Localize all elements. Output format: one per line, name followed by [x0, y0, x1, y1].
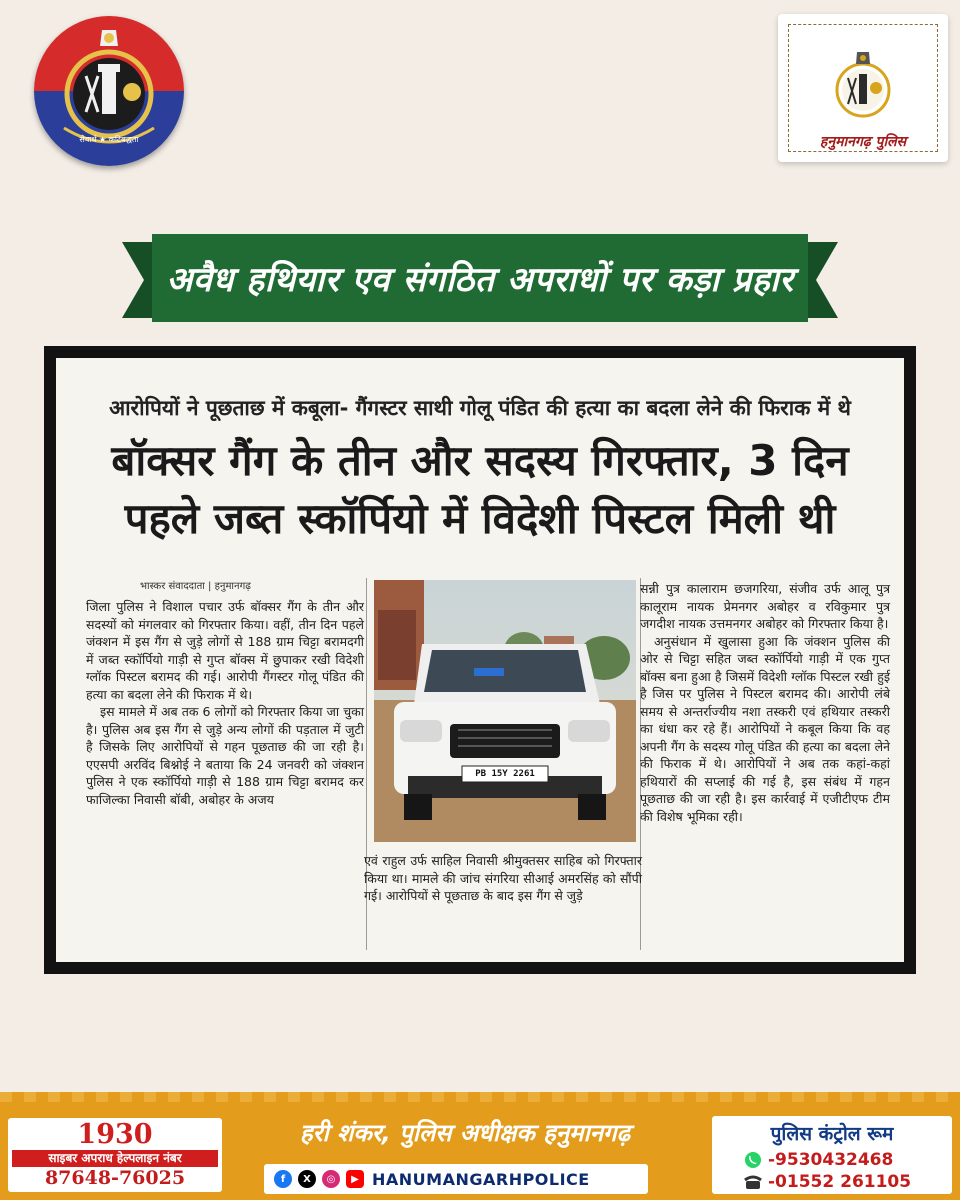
column-1-paragraph-2: इस मामले में अब तक 6 लोगों को गिरफ्तार किया जा चुका है। पुलिस अब इस गैंग से जुड़े अन्य लोगों की पड़ताल में जुटी है जिसके लिए आरोपियों से गहन पूछताछ की जा रही है। एएसपी अरविंद बिश्नोई ने बताया कि 24 जनवरी को जंक्शन पुलिस ने एक स्कॉर्पियो गाड़ी से 188 ग्राम चिट्टा बरामद कर फाजिल्का निवासी बॉबी, अबोहर के अजय — [86, 704, 364, 807]
footer-stripe — [0, 1092, 960, 1102]
control-whatsapp-number[interactable]: -9530432468 — [768, 1150, 894, 1170]
banner-title: अवैध हथियार एव संगठित अपराधों पर कड़ा प्रहार — [166, 260, 794, 300]
facebook-icon[interactable]: f — [274, 1170, 292, 1188]
article-headline — [76, 432, 884, 548]
helpline-phone[interactable]: 87648-76025 — [44, 1167, 186, 1189]
column-1-paragraph-1: जिला पुलिस ने विशाल पचार उर्फ बॉक्सर गैंग के तीन और सदस्यों को मंगलवार को गिरफ्तार किया। वहीं, तीन दिन पहले जंक्शन में इस गैंग से जुड़े लोगों से 188 ग्राम चिट्टा बरामदगी में जब्त स्कॉर्पियो गाड़ी से गुप्त बॉक्स में छुपाकर रखी विदेशी ग्लॉक पिस्टल बरामद की गई। आरोपी गैंगस्टर गोलू पंडित की हत्या का बदला लेने की फिराक में थे। — [86, 599, 364, 702]
district-emblem-icon — [778, 14, 948, 132]
article-column-1 — [86, 598, 364, 808]
control-phone-row[interactable] — [744, 1172, 911, 1192]
article-kicker: आरोपियों ने पूछताछ में कबूला- गैंगस्टर साथी गोलू पंडित की हत्या का बदला लेने की फिराक में थे — [109, 396, 851, 420]
social-handle[interactable]: HANUMANGARHPOLICE — [372, 1169, 590, 1189]
column-2-paragraph-1: एवं राहुल उर्फ साहिल निवासी श्रीमुक्तसर साहिब को गिरफ्तार किया था। मामले की जांच संगरिया सीआई अमरसिंह को सौंपी गई। आरोपियों से पूछताछ के बाद इस गैंग से जुड़े — [364, 853, 642, 903]
article-photo-scorpio — [374, 580, 636, 842]
control-phone-number[interactable]: -01552 261105 — [768, 1172, 912, 1192]
control-whatsapp-row[interactable] — [744, 1150, 893, 1170]
article-column-2 — [364, 852, 642, 905]
rajasthan-police-logo — [34, 16, 184, 166]
headline-line-2: पहले जब्त स्कॉर्पियो में विदेशी पिस्टल मिली थी — [124, 494, 836, 543]
helpline-label: साइबर अपराध हेल्पलाइन नंबर — [12, 1150, 218, 1167]
column-3-paragraph-1: सन्नी पुत्र कालाराम छजगरिया, संजीव उर्फ आलू पुत्र कालूराम नायक प्रेमनगर अबोहर व रविकुमार पुत्र जगदीश नायक उत्तमनगर अबोहर को गिरफ्तार किया है। — [640, 581, 890, 631]
number-plate: PB 15Y 2261 — [475, 769, 535, 779]
newspaper-clipping — [44, 346, 916, 974]
headline-line-1: बॉक्सर गैंग के तीन और सदस्य गिरफ्तार, 3 दिन — [111, 436, 849, 485]
seized-vehicle-photo — [374, 580, 636, 842]
hanumangarh-police-badge — [778, 14, 948, 162]
telephone-icon — [744, 1173, 762, 1191]
whatsapp-icon — [744, 1151, 762, 1169]
youtube-icon[interactable]: ▶ — [346, 1170, 364, 1188]
x-icon[interactable]: X — [298, 1170, 316, 1188]
helpline-number[interactable]: 1930 — [77, 1119, 153, 1150]
badge-label: हनुमानगढ़ पुलिस — [819, 134, 907, 150]
officer-name: हरी शंकर, पुलिस अधीक्षक हनुमानगढ़ — [299, 1119, 631, 1147]
instagram-icon[interactable]: ◎ — [322, 1170, 340, 1188]
article-column-3 — [640, 580, 890, 825]
article-byline: भास्कर संवाददाता | हनुमानगढ़ — [140, 581, 251, 592]
control-room-box — [712, 1116, 952, 1194]
cyber-helpline-box — [8, 1118, 222, 1192]
headline-banner — [122, 234, 838, 326]
control-room-title: पुलिस कंट्रोल रूम — [770, 1123, 894, 1145]
social-handles[interactable] — [264, 1164, 648, 1194]
logo-motto: सेवार्थ ★ कटिबद्धता — [79, 135, 139, 144]
newspaper-page — [56, 358, 904, 962]
column-3-paragraph-2: अनुसंधान में खुलासा हुआ कि जंक्शन पुलिस की ओर से चिट्टा सहित जब्त स्कॉर्पियो गाड़ी में एक गुप्त बॉक्स बना हुआ है जिसमें विदेशी ग्लॉक पिस्टल रखी हुई है जिस पर पुलिस ने पिस्टल बरामद की। आरोपी लंबे समय से अन्तर्राज्यीय नशा तस्करी एवं हथियार तस्करी का धंधा कर रहे हैं। आरोपियों ने कबूल किया कि वह अपनी गैंग के सदस्य गोलू पंडित की हत्या का बदला लेने की फिराक में थे। आरोपियों ने अब तक कहां-कहां हथियारों की सप्लाई की गई है, इस संबंध में गहन पूछताछ की जा रही है। इस कार्रवाई में एजीटीएफ टीम की विशेष भूमिका रही। — [640, 633, 890, 824]
